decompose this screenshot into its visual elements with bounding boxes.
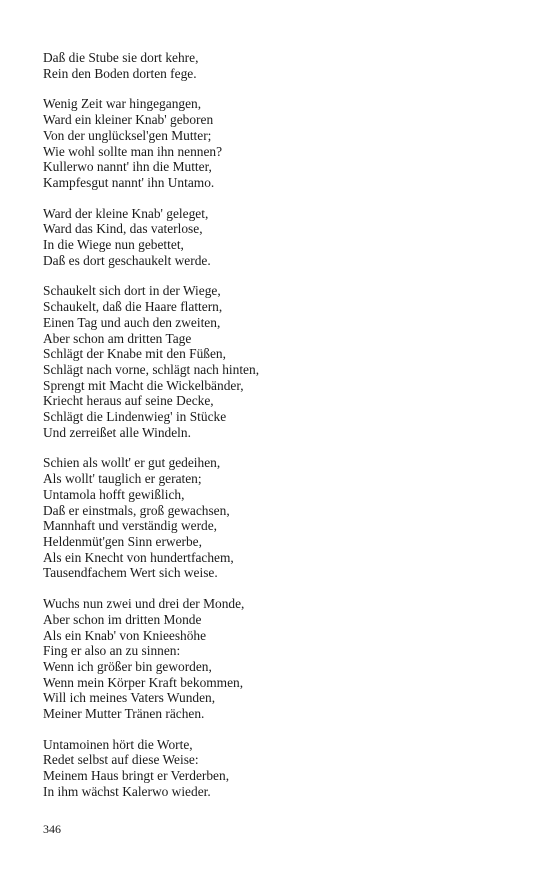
verse-line: Und zerreißet alle Windeln. xyxy=(43,424,191,440)
verse-line: Kriecht heraus auf seine Decke, xyxy=(43,393,214,409)
verse-line: Daß es dort geschaukelt werde. xyxy=(43,252,211,268)
verse-line: Untamola hofft gewißlich, xyxy=(43,486,185,502)
page-number: 346 xyxy=(43,822,61,836)
verse-line: Fing er also an zu sinnen: xyxy=(43,643,181,659)
verse-line: Mannhaft und verständig werde, xyxy=(43,518,218,534)
verse-line: Schien als wollt' er gut gedeihen, xyxy=(43,455,221,471)
verse-line: Kullerwo nannt' ihn die Mutter, xyxy=(43,159,212,175)
verse-line: Rein den Boden dorten fege. xyxy=(43,65,197,81)
verse-line: Kampfesgut nannt' ihn Untamo. xyxy=(43,174,215,190)
verse-line: Wuchs nun zwei und drei der Monde, xyxy=(43,596,245,612)
stanza xyxy=(43,737,523,800)
verse-line: Sprengt mit Macht die Wickelbänder, xyxy=(43,377,244,393)
stanza xyxy=(43,96,523,190)
verse-line: In ihm wächst Kalerwo wieder. xyxy=(43,783,211,799)
verse-line: Will ich meines Vaters Wunden, xyxy=(43,690,216,706)
stanza xyxy=(43,596,523,722)
verse-line: Schaukelt, daß die Haare flattern, xyxy=(43,299,223,315)
verse-line: Aber schon im dritten Monde xyxy=(43,611,202,627)
stanza xyxy=(43,455,523,581)
verse-line: Schaukelt sich dort in der Wiege, xyxy=(43,283,221,299)
stanza xyxy=(43,283,523,440)
verse-line: Daß er einstmals, groß gewachsen, xyxy=(43,502,230,518)
verse-line: Als wollt' tauglich er geraten; xyxy=(43,471,202,487)
verse-line: Wenig Zeit war hingegangen, xyxy=(43,96,202,112)
verse-line: Wie wohl sollte man ihn nennen? xyxy=(43,143,223,159)
verse-line: Daß die Stube sie dort kehre, xyxy=(43,50,199,65)
verse-line: Als ein Knab' von Knieeshöhe xyxy=(43,627,207,643)
verse-line: Wenn mein Körper Kraft bekommen, xyxy=(43,674,244,690)
verse-line: Schlägt die Lindenwieg' in Stücke xyxy=(43,409,227,425)
verse-line: Meiner Mutter Tränen rächen. xyxy=(43,706,205,722)
verse-line: Wenn ich größer bin geworden, xyxy=(43,658,212,674)
verse-line: Von der unglücksel'gen Mutter; xyxy=(43,127,212,143)
verse-line: Als ein Knecht von hundertfachem, xyxy=(43,549,234,565)
verse-line: Meinem Haus bringt er Verderben, xyxy=(43,768,230,784)
verse-line: Heldenmüt'gen Sinn erwerbe, xyxy=(43,533,202,549)
verse-line: Redet selbst auf diese Weise: xyxy=(43,752,199,768)
stanza xyxy=(43,50,523,81)
verse-line: In die Wiege nun gebettet, xyxy=(43,237,184,253)
verse-line: Aber schon am dritten Tage xyxy=(43,330,192,346)
poem-text xyxy=(43,50,523,815)
verse-line: Schlägt der Knabe mit den Füßen, xyxy=(43,346,226,362)
verse-line: Ward das Kind, das vaterlose, xyxy=(43,221,203,237)
verse-line: Ward ein kleiner Knab' geboren xyxy=(43,112,214,128)
verse-line: Schlägt nach vorne, schlägt nach hinten, xyxy=(43,361,260,377)
verse-line: Einen Tag und auch den zweiten, xyxy=(43,314,221,330)
verse-line: Ward der kleine Knab' geleget, xyxy=(43,205,209,221)
stanza xyxy=(43,206,523,269)
verse-line: Untamoinen hört die Worte, xyxy=(43,736,193,752)
verse-line: Tausendfachem Wert sich weise. xyxy=(43,565,218,581)
